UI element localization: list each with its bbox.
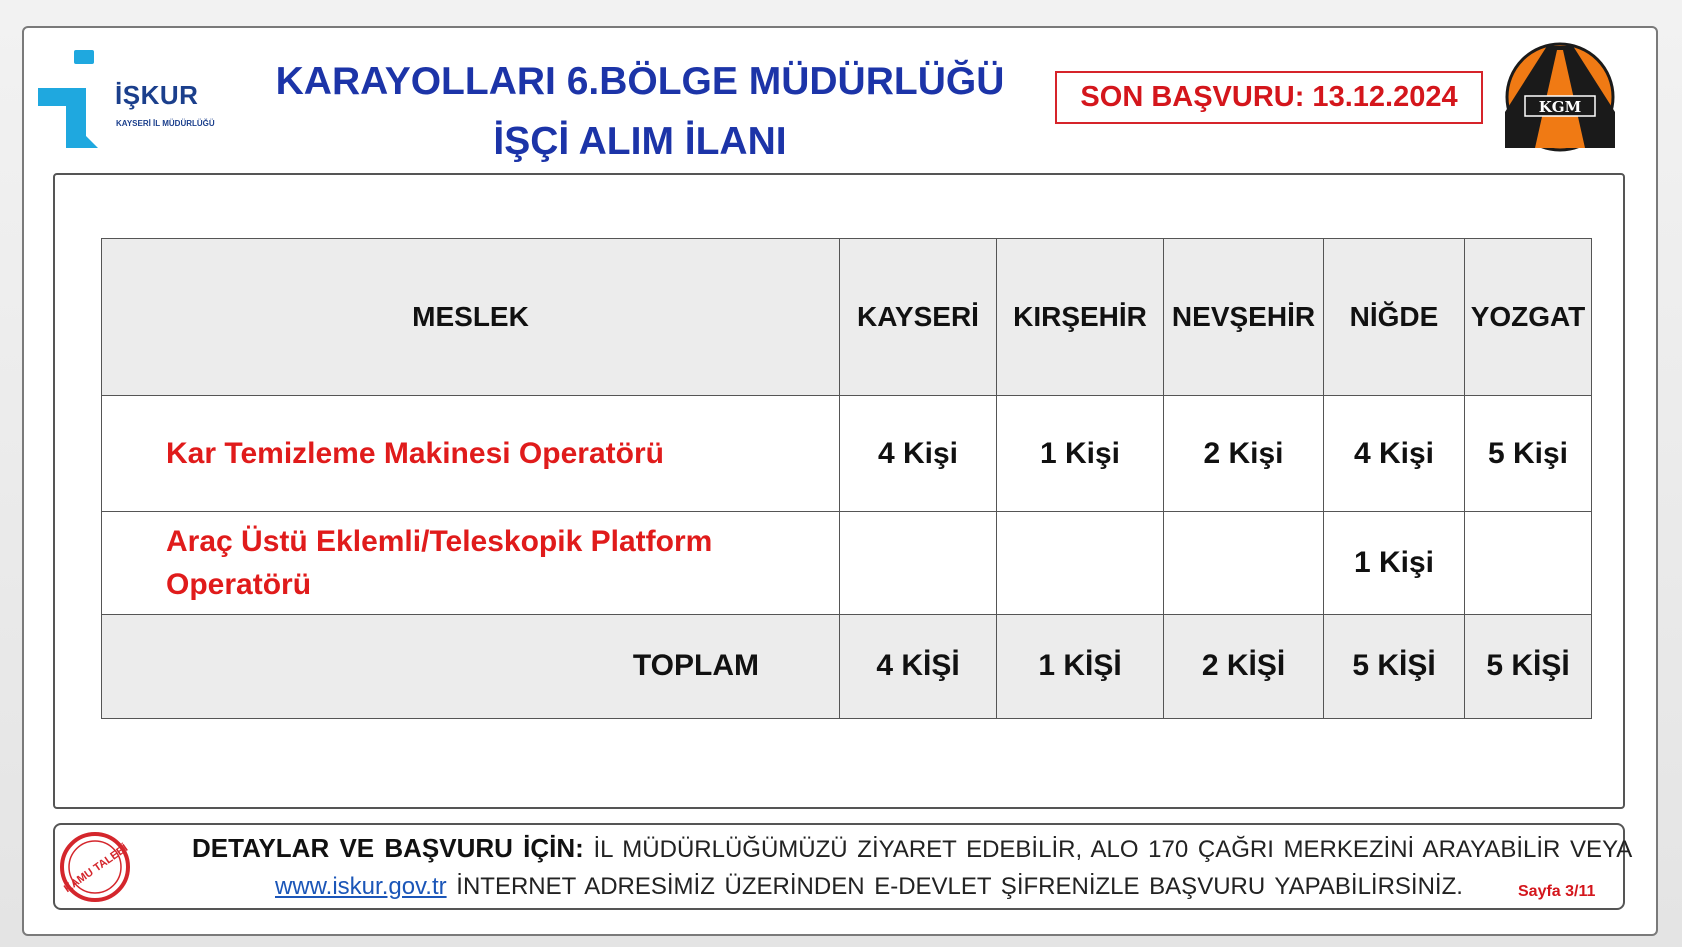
total-label: TOPLAM bbox=[102, 614, 840, 718]
deadline-badge: SON BAŞVURU: 13.12.2024 bbox=[1055, 71, 1483, 124]
iskur-subtitle: KAYSERİ İL MÜDÜRLÜĞÜ bbox=[116, 119, 215, 128]
footer-line-2-text: İNTERNET ADRESİMİZ ÜZERİNDEN E-DEVLET ŞİFRENİZLE BAŞVURU YAPABİLİRSİNİZ. bbox=[456, 873, 1463, 900]
total-cell: 4 KİŞİ bbox=[840, 614, 997, 718]
count-cell bbox=[840, 512, 997, 614]
header-kirsehir: KIRŞEHİR bbox=[997, 239, 1164, 396]
count-cell: 4 Kişi bbox=[1324, 396, 1465, 512]
job-title: Kar Temizleme Makinesi Operatörü bbox=[102, 396, 840, 512]
total-row bbox=[102, 614, 1592, 718]
total-cell: 1 KİŞİ bbox=[997, 614, 1164, 718]
count-cell: 2 Kişi bbox=[1164, 396, 1324, 512]
page-title bbox=[250, 52, 1030, 172]
job-title: Araç Üstü Eklemli/Teleskopik Platform Operatörü bbox=[102, 512, 840, 614]
footer-line-1 bbox=[192, 833, 1632, 864]
header-kayseri: KAYSERİ bbox=[840, 239, 997, 396]
kgm-logo-icon bbox=[1505, 42, 1615, 152]
table-row bbox=[102, 396, 1592, 512]
iskur-website-link[interactable]: www.iskur.gov.tr bbox=[275, 873, 447, 900]
total-cell: 5 KİŞİ bbox=[1465, 614, 1592, 718]
kamu-talebi-stamp-icon bbox=[58, 830, 132, 904]
table-header-row bbox=[102, 239, 1592, 396]
title-line-1: KARAYOLLARI 6.BÖLGE MÜDÜRLÜĞÜ bbox=[275, 60, 1005, 103]
footer-line-2 bbox=[275, 873, 1463, 901]
count-cell: 5 Kişi bbox=[1465, 396, 1592, 512]
iskur-wordmark: İŞKUR bbox=[115, 80, 199, 110]
total-cell: 2 KİŞİ bbox=[1164, 614, 1324, 718]
kgm-logo-text: KGM bbox=[1538, 98, 1582, 116]
total-cell: 5 KİŞİ bbox=[1324, 614, 1465, 718]
count-cell: 1 Kişi bbox=[997, 396, 1164, 512]
count-cell bbox=[1164, 512, 1324, 614]
count-cell: 4 Kişi bbox=[840, 396, 997, 512]
count-cell bbox=[1465, 512, 1592, 614]
count-cell bbox=[997, 512, 1164, 614]
page-number: Sayfa 3/11 bbox=[1518, 883, 1596, 900]
title-line-2: İŞÇİ ALIM İLANI bbox=[493, 120, 787, 163]
header-yozgat: YOZGAT bbox=[1465, 239, 1592, 396]
header-nigde: NİĞDE bbox=[1324, 239, 1465, 396]
count-cell: 1 Kişi bbox=[1324, 512, 1465, 614]
job-table bbox=[101, 238, 1592, 719]
table-row bbox=[102, 512, 1592, 614]
header-meslek: MESLEK bbox=[102, 239, 840, 396]
header-nevsehir: NEVŞEHİR bbox=[1164, 239, 1324, 396]
footer-line-1-text: İL MÜDÜRLÜĞÜMÜZÜ ZİYARET EDEBİLİR, ALO 170 ÇAĞRI MERKEZİNİ ARAYABİLİR VEYA bbox=[593, 836, 1633, 863]
stamp-text: KAMU TALEBİ bbox=[62, 842, 131, 896]
footer-heading: DETAYLAR VE BAŞVURU İÇİN: bbox=[192, 833, 584, 863]
